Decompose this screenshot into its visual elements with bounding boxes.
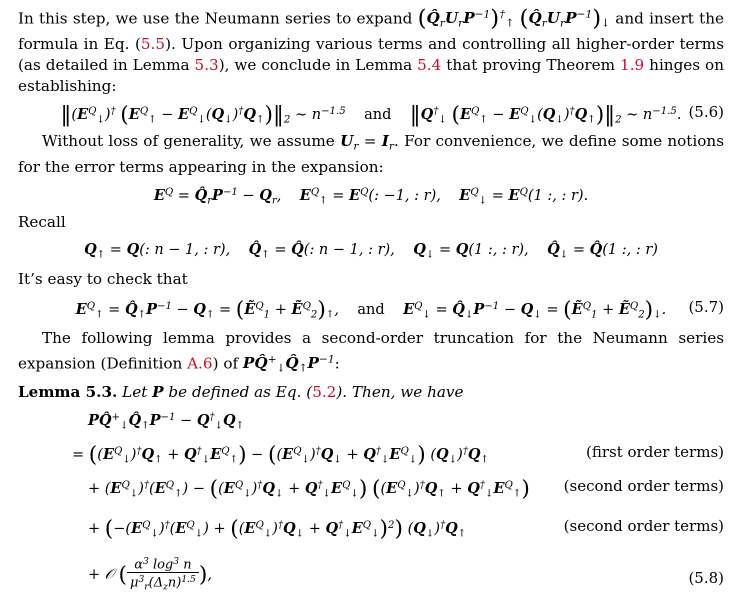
term-label: (second order terms) <box>563 476 724 495</box>
definition-link[interactable]: A.6 <box>187 354 213 373</box>
text: and insert the formula in Eq. ( <box>18 9 725 54</box>
eq-line-1: = $((E^Q_↓)^\dagger Q_↑ + Q^\dagger_↓E^Q_↑) - ((E^Q_↓)^\dagger Q_↓ + Q^\dagger_↓E^Q_↓)$ $(Q_↓)^\dagger Q_↑$ (first order terms) <box>72 442 724 468</box>
text: hinges on establishing: <box>18 56 724 96</box>
text: The following lemma provides a second-order truncation for the Neumann series expansion (Definition <box>18 328 724 373</box>
eq-line-2: + $(E^Q_↓)^\dagger(E^Q_↑) - ((E^Q_↓)^\dagger Q_↓ + Q^\dagger_↓E^Q_↓) ((E^Q_↓)^\dagger Q_↑ + Q^\dagger_↓E^Q_↑)$ (second order terms) <box>88 476 724 502</box>
text: In this step, we use the Neumann series to expand <box>18 9 413 28</box>
text: ). Upon organizing various terms and controlling all higher-order terms (as detailed in Lemma <box>18 35 724 75</box>
text: that proving Theorem <box>441 56 621 75</box>
lemma-5-3: Lemma 5.3. Let P be defined as Eq. (5.2). Then, we have <box>18 382 464 401</box>
text: Without loss of generality, we assume <box>42 132 335 151</box>
theorem-link[interactable]: 1.9 <box>620 56 645 75</box>
inline-math-expand: $(Q̂_rU_rP^{-1})^\dagger_↑$ $(Q̂_rU_rP^{-1})_↓$ <box>417 6 611 33</box>
equation-number: (5.8) <box>688 568 724 587</box>
equation-number: (5.7) <box>688 297 724 316</box>
eq-line-4: + 𝒪 ( $\frac{\alpha^3 \log^3 n}{\mu^3_r(\Delta_zn)^{1.5}}$ ), (5.8) <box>88 556 724 594</box>
equation-recall: $Q_↑ = Q$(: n − 1, : r), $Q̂_↑$ = Q̂(: n − 1, : r), $Q_↓ = Q(1$ :, : r), $Q̂_↓$ = Q̂(1 :, : r) <box>84 240 658 261</box>
lemma-link[interactable]: 5.4 <box>417 56 442 75</box>
paragraph-lemma-intro: The following lemma provides a second-order truncation for the Neumann series expansion (Definition A.6) of $PQ̂^+_↓Q̂_↑P^{-1}$: <box>18 328 724 375</box>
text: ), we conclude in Lemma <box>218 56 418 75</box>
paragraph-neumann <box>18 0 724 97</box>
equation-link[interactable]: 5.2 <box>312 382 337 401</box>
equation-number: (5.6) <box>688 103 724 122</box>
text: ) of <box>212 354 239 373</box>
text: and <box>364 107 392 124</box>
text: and <box>357 301 385 318</box>
text-easy-check: It’s easy to check that <box>18 269 188 288</box>
text: . For convenience, we define some notions for the error terms appearing in the expansion: <box>18 132 724 176</box>
text: be defined as Eq. ( <box>168 382 313 401</box>
equation-5-7: $E^Q_↑$ = $Q̂_↑P^{-1} - Q_↑$ = (Ẽ$^Q_1$ + $Ẽ^Q_2)_↑$, and $E^Q_↓$ = $Q̂_↓P^{-1} - Q_↓$ = (Ẽ$^Q_1$ + $Ẽ^Q_2)_↓$. (5.7) <box>75 297 724 323</box>
eq-line-3: + $(-(E^Q_↓)^\dagger(E^Q_↓) + ((E^Q_↓)^\dagger Q_↓ + Q^\dagger_↓E^Q_↓)^2)$ $(Q_↓)^\dagger Q_↑$ (second order terms) <box>88 516 724 542</box>
text: ). Then, we have <box>336 382 464 401</box>
term-label: (second order terms) <box>563 516 724 535</box>
text: Let <box>122 382 148 401</box>
paragraph-assume: Without loss of generality, we assume $U_r = I_r$. For convenience, we define some notions for the error terms appearing in the expansion: <box>18 132 724 176</box>
lemma-link[interactable]: 5.3 <box>194 56 219 75</box>
equation-error-defs: $E^Q$ = $Q̂_rP^{-1} - Q_r$, $E^Q_↑ = E^Q$(: −1, : r), $E^Q_↓ = E^Q(1$ :, : r). <box>153 186 589 207</box>
lemma-title: Lemma 5.3. <box>18 382 118 401</box>
term-label: (first order terms) <box>586 442 724 461</box>
eq-line-0: $PQ̂^+_↓Q̂_↑P^{-1} - Q^\dagger_↓Q_↑$ <box>88 411 245 432</box>
equation-link[interactable]: 5.5 <box>140 35 166 54</box>
equation-5-8 <box>18 403 724 599</box>
equation-5-6: $‖(E^Q_↓)^\dagger$ ($E^Q_↑$ − $E^Q_↓(Q_↓)^\dagger Q_↑)‖_2$ ∼ $n^{-1.5}$ and $‖Q^\dagger_↓$ ($E^Q_↑$ − $E^Q_↓(Q_↓)^\dagger Q_↑)‖_2$ ∼ $n^{-1.5}$. (5.6) <box>60 102 724 128</box>
text-recall: Recall <box>18 212 66 231</box>
